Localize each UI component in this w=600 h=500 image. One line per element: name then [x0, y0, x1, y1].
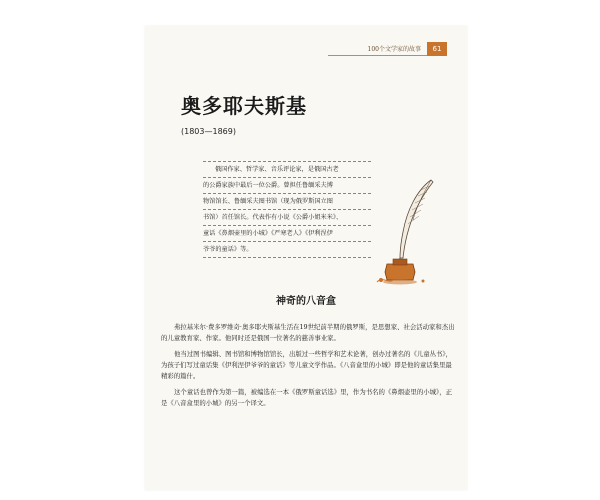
section-title: 神奇的八音盒 — [276, 296, 336, 307]
page-number: 61 — [427, 42, 447, 56]
paragraph: 他当过图书编辑、图书馆和博物馆馆长，出版过一些哲学和艺术论著，创办过著名的《儿童丛书》，为孩子们写过童话集《伊利涅伊爷爷的童话》等儿童文学作品。《八音盒里的小城》即是他的童话集里最精彩的篇什。 — [161, 350, 452, 380]
book-page — [145, 26, 467, 490]
bio-line: 俄国作家、哲学家、音乐评论家，是俄国古老 — [203, 161, 371, 178]
quill-inkwell-icon — [373, 176, 443, 286]
page-title: 奥多耶夫斯基 — [181, 94, 307, 118]
running-head-title: 100个文学家的故事 — [328, 47, 427, 56]
biography-block — [203, 161, 371, 258]
bio-line: 爷爷的童话》等。 — [203, 242, 371, 258]
bio-line: 物馆馆长、鲁缅采夫图书馆（现为俄罗斯国立图 — [203, 194, 371, 210]
life-years: (1803—1869) — [181, 127, 236, 136]
paragraph: 这个童话也曾作为第一篇，被编选在一本《俄罗斯童话选》里，作为书名的《鼻烟壶里的小城》，正是《八音盒里的小城》的另一个译文。 — [161, 388, 452, 407]
paragraph: 弗拉基米尔·费多罗维奇·奥多耶夫斯基生活在19世纪前半期的俄罗斯，是思想家、社会活动家和杰出的儿童教育家、作家。他同时还是俄国一位著名的慈善事业家。 — [161, 323, 455, 342]
bio-line: 童话《鼻烟壶里的小城》《严寒老人》《伊利涅伊 — [203, 226, 371, 242]
body-text — [161, 322, 455, 414]
bio-line: 书馆）首任馆长。代表作有小说《公爵小姐米米》、 — [203, 210, 371, 226]
bio-line: 的公爵家族中最后一位公爵。曾担任鲁缅采夫博 — [203, 178, 371, 194]
running-head — [328, 42, 447, 56]
